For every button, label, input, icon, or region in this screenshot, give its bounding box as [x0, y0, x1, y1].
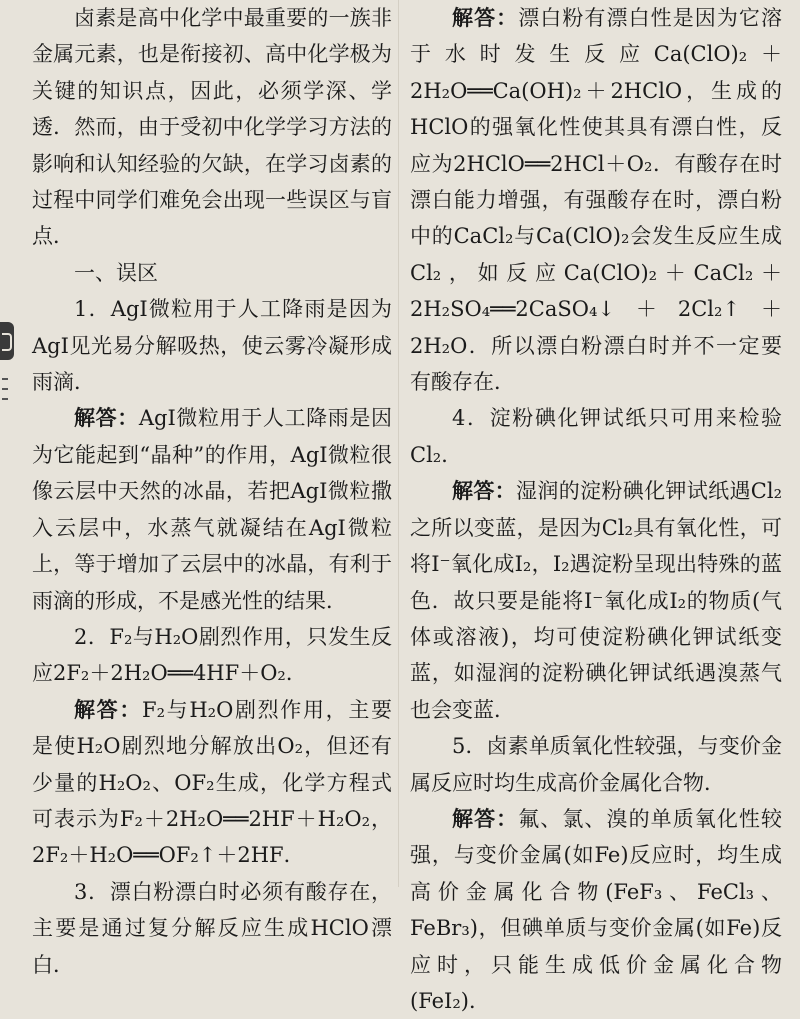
item4-title: 4．淀粉碘化钾试纸只可用来检验Cl₂． — [410, 406, 782, 467]
item3-title: 3．漂白粉漂白时必须有酸存在，主要是通过复分解反应生成HClO漂白． — [32, 879, 392, 977]
answer-label: 解答： — [452, 479, 517, 504]
right-column — [410, 0, 782, 1019]
item5-answer — [410, 801, 782, 1019]
intro-paragraph: 卤素是高中化学中最重要的一族非金属元素，也是衔接初、高中化学极为关键的知识点，因此，必须学深、学透．然而，由于受初中化学学习方法的影响和认知经验的欠缺，在学习卤素的过程中同学们难免会出现一些误区与盲点． — [32, 6, 392, 249]
answer-text: AgI微粒用于人工降雨是因为它能起到“晶种”的作用，AgI微粒很像云层中天然的冰晶，若把AgI微粒撒入云层中，水蒸气就凝结在AgI微粒上，等于增加了云层中的冰晶，有利于雨滴的形成，不是感光性的结果． — [32, 406, 393, 613]
item2-title: 2．F₂与H₂O剧烈作用，只发生反应2F₂＋2H₂O══4HF＋O₂． — [32, 624, 392, 686]
answer-label: 解答： — [74, 406, 139, 431]
edge-marks — [0, 370, 10, 430]
answer-text: 氟、氯、溴的单质氧化性较强，与变价金属(如Fe)反应时，均生成高价金属化合物(FeF₃、FeCl₃、FeBr₃)，但碘单质与变价金属(如Fe)反应时，只能生成低价金属化合物(FeI₂)． — [410, 806, 783, 1013]
answer-text: 漂白粉有漂白性是因为它溶于水时发生反应Ca(ClO)₂＋2H₂O══Ca(OH)₂＋2HClO，生成的HClO的强氧化性使其具有漂白性，反应为2HClO══2HCl＋O₂．有酸存在时漂白能力增强，有强酸存在时，漂白粉中的CaCl₂与Ca(ClO)₂会发生反应生成Cl₂，如反应Ca(ClO)₂＋CaCl₂＋2H₂SO₄══2CaSO₄↓＋2Cl₂↑＋2H₂O．所以漂白粉漂白时并不一定要有酸存在． — [410, 6, 783, 395]
answer-label: 解答： — [452, 6, 519, 30]
answer-label: 解答： — [74, 697, 143, 722]
item1-answer — [32, 400, 392, 618]
item3-answer — [410, 0, 782, 400]
bookmark-tab-icon — [0, 322, 14, 360]
item5-title: 5．卤素单质氧化性较强，与变价金属反应时均生成高价金属化合物． — [410, 734, 782, 795]
item2-answer — [32, 692, 392, 874]
item4-answer — [410, 473, 782, 728]
column-divider — [398, 0, 399, 887]
item1-title: 1．AgI微粒用于人工降雨是因为AgI见光易分解吸热，使云雾冷凝形成雨滴． — [32, 297, 392, 395]
answer-label: 解答： — [452, 806, 519, 831]
left-column — [32, 0, 392, 983]
answer-text: F₂与H₂O剧烈作用，主要是使H₂O剧烈地分解放出O₂，但还有少量的H₂O₂、OF₂生成，化学方程式可表示为F₂＋2H₂O══2HF＋H₂O₂，2F₂＋H₂O══OF₂↑＋2HF． — [32, 697, 392, 868]
section-heading: 一、误区 — [74, 260, 158, 285]
answer-text: 湿润的淀粉碘化钾试纸遇Cl₂之所以变蓝，是因为Cl₂具有氧化性，可将I⁻氧化成I₂，I₂遇淀粉呈现出特殊的蓝色．故只要是能将I⁻氧化成I₂的物质(气体或溶液)，均可使淀粉碘化钾试纸变蓝，如湿润的淀粉碘化钾试纸遇溴蒸气也会变蓝． — [410, 479, 783, 722]
